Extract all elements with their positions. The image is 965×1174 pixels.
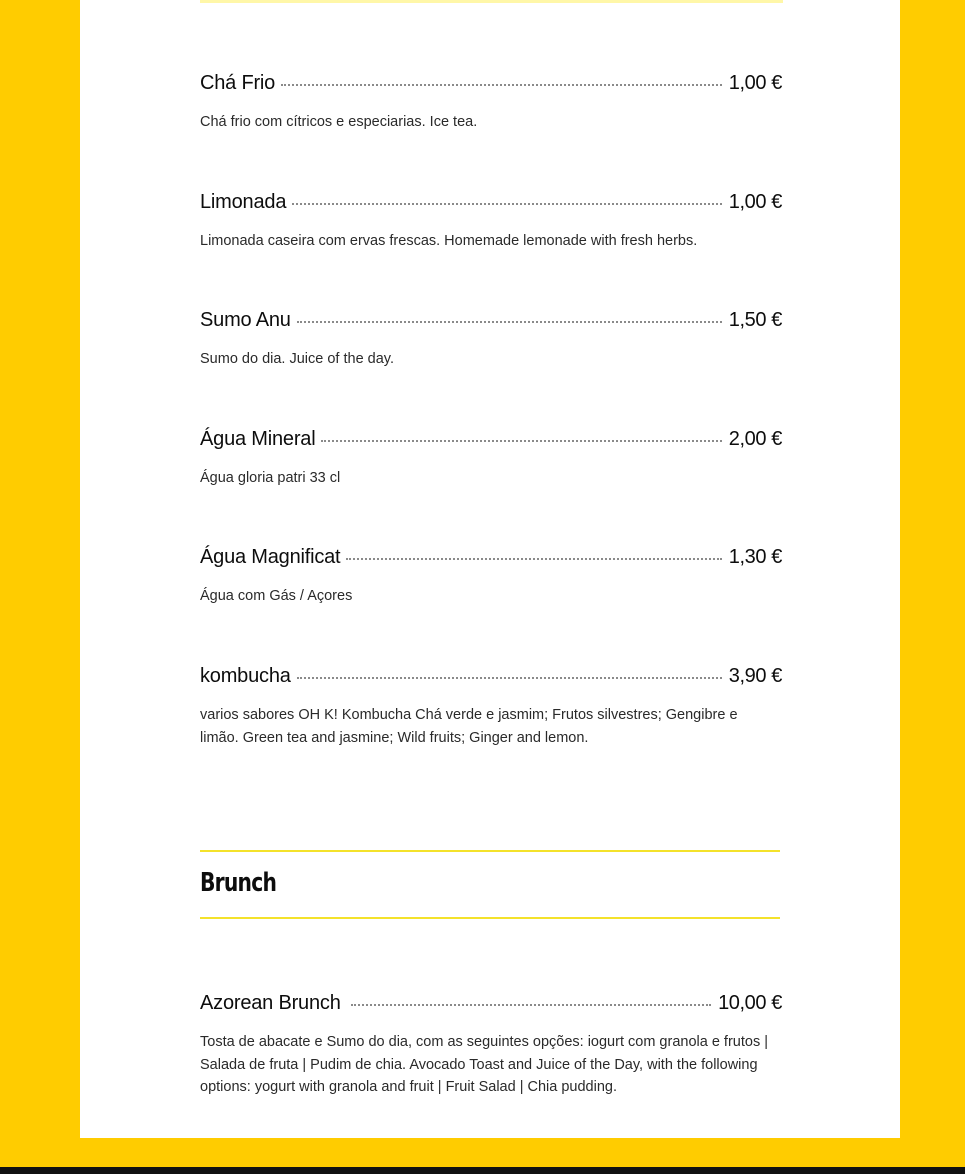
item-price: 1,30 € xyxy=(728,546,782,568)
item-name: Azorean Brunch xyxy=(200,992,341,1014)
section-divider-bottom xyxy=(200,917,780,919)
item-description: Água com Gás / Açores xyxy=(200,588,353,604)
menu-item-agua-mineral xyxy=(200,428,782,490)
item-price: 1,00 € xyxy=(728,72,782,94)
dot-leader xyxy=(346,558,721,560)
item-price: 2,00 € xyxy=(728,428,782,450)
item-name: kombucha xyxy=(200,665,291,687)
menu-item-agua-magnificat xyxy=(200,546,782,608)
menu-item-cha-frio xyxy=(200,72,782,134)
item-description: varios sabores OH K! Kombucha Chá verde e jasmim; Frutos silvestres; Gengibre e limão. Green tea and jasmine; Wild fruits; Ginger and lemon. xyxy=(200,707,738,746)
menu-item-limonada xyxy=(200,191,782,253)
dot-leader xyxy=(292,203,722,205)
bottom-bar xyxy=(0,1167,965,1174)
dot-leader xyxy=(297,677,722,679)
section-title: Brunch xyxy=(200,868,277,898)
item-description: Chá frio com cítricos e especiarias. Ice tea. xyxy=(200,114,478,130)
section-divider-top xyxy=(200,850,780,852)
item-description: Tosta de abacate e Sumo do dia, com as seguintes opções: iogurt com granola e frutos | Salada de fruta | Pudim de chia. Avocado Toast and Juice of the Day, with the following options: yogurt with granola and fruit | Fruit Salad | Chia pudding. xyxy=(200,1034,768,1095)
menu-item-kombucha xyxy=(200,665,782,749)
item-name: Água Magnificat xyxy=(200,546,341,568)
item-price: 3,90 € xyxy=(728,665,782,687)
item-price: 10,00 € xyxy=(718,992,782,1014)
item-price: 1,00 € xyxy=(728,191,782,213)
dot-leader xyxy=(321,440,721,442)
item-name: Chá Frio xyxy=(200,72,276,94)
item-description: Água gloria patri 33 cl xyxy=(200,470,341,486)
top-divider xyxy=(200,0,783,3)
dot-leader xyxy=(281,84,722,86)
item-price: 1,50 € xyxy=(728,309,782,331)
item-description: Limonada caseira com ervas frescas. Homemade lemonade with fresh herbs. xyxy=(200,233,698,249)
item-name: Água Mineral xyxy=(200,428,316,450)
item-name: Limonada xyxy=(200,191,287,213)
item-description: Sumo do dia. Juice of the day. xyxy=(200,351,394,367)
menu-item-sumo-anu xyxy=(200,309,782,371)
menu-item-azorean-brunch xyxy=(200,992,782,1099)
item-name: Sumo Anu xyxy=(200,309,291,331)
dot-leader xyxy=(297,321,722,323)
dot-leader xyxy=(351,1004,711,1006)
